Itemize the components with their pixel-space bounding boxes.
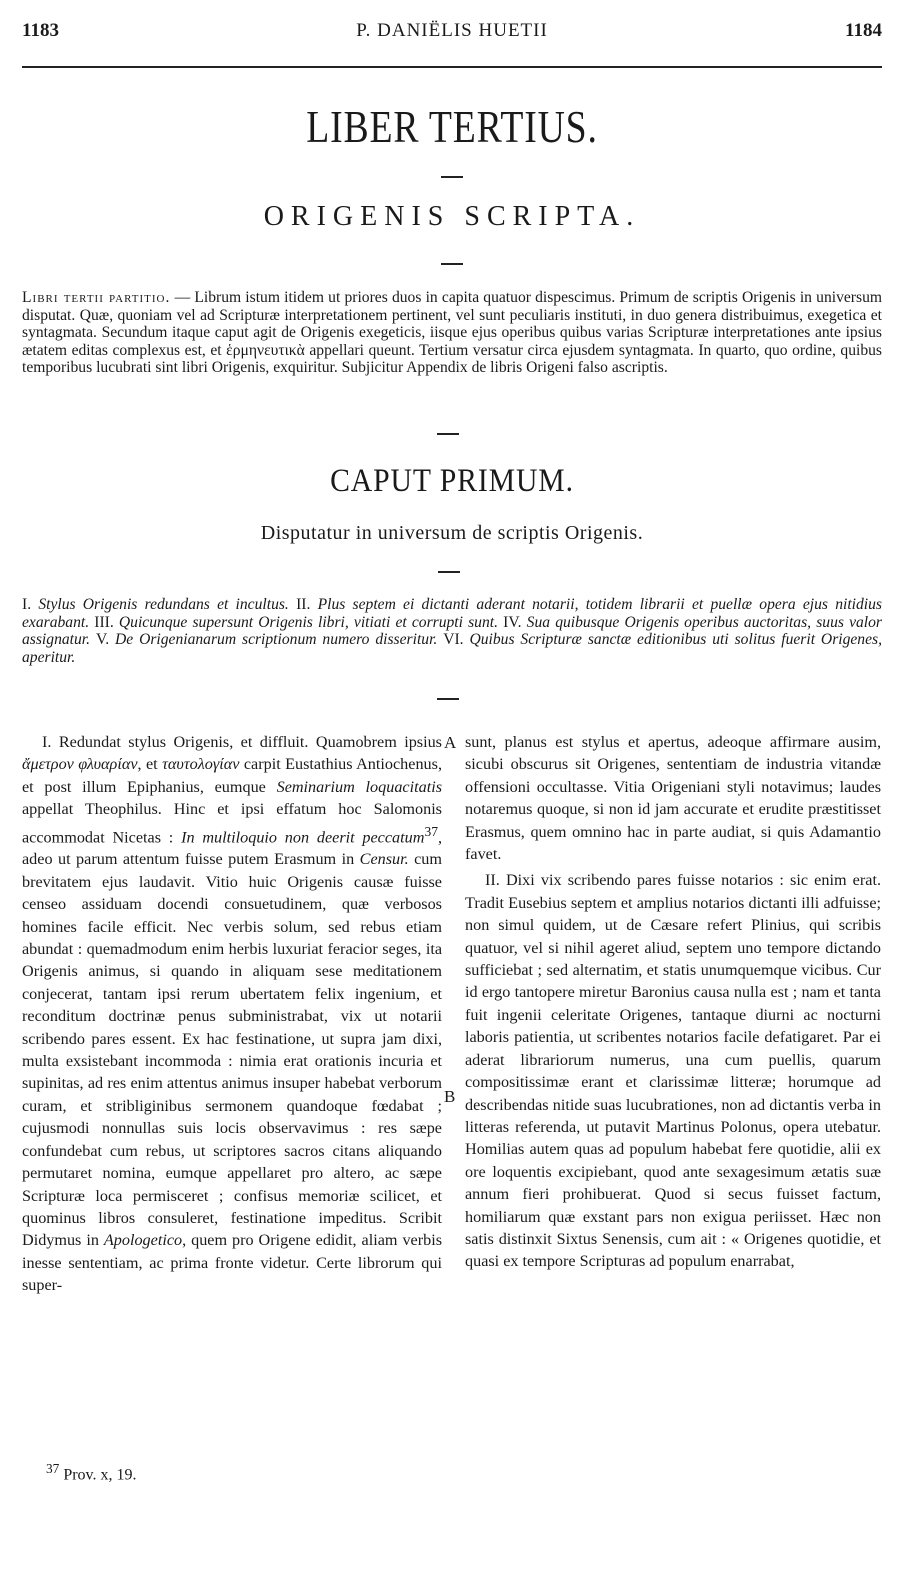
page-header — [22, 16, 882, 46]
book-title: LIBER TERTIUS. — [306, 101, 598, 152]
text-run: carpit Eustathius Antiochenus, et post illum Epiphanius, eumque — [22, 755, 442, 796]
greek-text: ἄμετρον φλυαρίαν — [22, 755, 138, 774]
summary-number: IV. — [503, 613, 522, 631]
text-run: , quem pro Origene edidit, aliam verbis inesse sententiam, ac prima fronte videtur. Certe librorum qui super- — [22, 1231, 442, 1295]
summary-number: III. — [94, 613, 114, 631]
italic-text: Seminarium loquacitatis — [276, 777, 442, 796]
book-partition-paragraph — [22, 289, 882, 377]
running-title: P. DANIËLIS HUETII — [356, 20, 548, 41]
text-run: , adeo ut parum attentum fuisse putem Erasmum in — [22, 828, 442, 869]
footnote-text: Prov. x, 19. — [59, 1466, 137, 1484]
summary-item: Quibus Scripturæ sanctæ editionibus uti solitus fuerit Origenes, aperitur. — [22, 631, 882, 666]
partition-lead: Libri tertii partitio. — [22, 289, 171, 306]
paragraph: sunt, planus est stylus et apertus, adeoque affirmare ausim, sicubi obscurus sit Origenes, sententiam de industria vitandæ offensioni occultasse. Vitia Origeniani styli notavimus; laudes notaremus quoque, si non id jam accurate et erudite præstitisset Erasmus, quem omnino hac in parte audiat, si quis Adamantio favet. — [465, 733, 881, 864]
italic-text: Censur. — [359, 850, 409, 869]
summary-item: Quicunque supersunt Origenis libri, vitiati et corrupti sunt. — [113, 613, 504, 631]
book-subtitle: ORIGENIS SCRIPTA. — [263, 201, 641, 232]
text-run: I. Redundat stylus Origenis, et diffluit. Quamobrem ipsius — [42, 733, 442, 751]
summary-item: Sua quibusque Origenis operibus auctoritas, suus valor assignatur. — [22, 613, 882, 649]
partition-text: — Librum istum itidem ut priores duos in capita quatuor dispescimus. Primum de scriptis Origenis in universum disputat. Quæ, quoniam vel ad Scripturæ interpretationem pertinent, vel sunt peculiaris instituti, in duo genera distribuimus, exegetica et syntagmata. Secundum itaque caput agit de Origenis exegeticis, iisque ejus operibus quibus varias Scripturæ interpretationes ante ipsius ætatem editas complexus est, et ἑρμηνευτικὰ appellari queunt. Tertium versatur circa ejusdem syntagmata. In quarto, quo ordine, quibus temporibus lucubrati sint libri Origenis, exquiritur. Subjicitur Appendix de libris Origeni falso ascriptis. — [22, 289, 882, 377]
separator-dash — [437, 698, 459, 700]
page-number-right: 1184 — [845, 20, 882, 41]
summary-number: VI. — [443, 631, 464, 649]
chapter-subtitle: Disputatur in universum de scriptis Origenis. — [260, 522, 644, 544]
chapter-title: CAPUT PRIMUM. — [330, 463, 574, 499]
footnote — [46, 1461, 137, 1484]
greek-text: ταυτολογίαν — [162, 755, 240, 774]
separator-dash — [441, 176, 463, 178]
summary-item: De Origenianarum scriptionum numero disseritur. — [109, 631, 444, 649]
footnote-number: 37 — [46, 1461, 60, 1476]
separator-dash — [437, 433, 459, 435]
footnote-ref[interactable]: 37 — [424, 823, 438, 839]
text-run: , et — [137, 755, 163, 774]
summary-item: Stylus Origenis redundans et incultus. — [31, 596, 297, 613]
italic-text: In multiloquio non deerit peccatum — [181, 828, 425, 847]
summary-number: I. — [22, 596, 32, 613]
summary-number: V. — [95, 631, 110, 649]
summary-item: Plus septem ei dictanti aderant notarii, totidem librarii et puellæ opera ejus nitidius exarabant. — [22, 596, 883, 631]
paragraph — [22, 731, 442, 1297]
separator-dash — [441, 263, 463, 265]
left-column — [22, 731, 442, 1297]
right-column — [465, 731, 881, 1273]
text-run: appellat Theophilus. Hinc et ipsi effatum hoc Salomonis accommodat Nicetas : — [22, 800, 442, 847]
page-number-left: 1183 — [22, 20, 59, 41]
text-run: cum brevitatem ejus laudavit. Vitio huic Origenis causæ fuisse censeo assiduam docendi consuetudinem, quæ verbosos homines facile efficit. Nec verbis solum, sed rebus etiam abundat : quemadmodum enim herbis luxuriat feracior seges, ita Origenis animus, si quando in aliquam sese meditationem conjecerat, tantam ipsi rerum ubertatem felix ingenium, et reconditum doctrinæ penus subministrabat, vix ut notarii scribendo pares essent. Ex hac festinatione, ut supra jam dixi, multa exsistebant incommoda : nimia erat orationis incuria et supinitas, ad res enim attentus animus insuper habebat verborum curam, et stribliginibus sermonem quandoque fœdabat ; cujusmodi nonnullas suis locis observavimus : res sæpe confundebat cum rebus, ut scriptores sacros citans aliquando permutaret nomina, eumque appellaret pro altero, ac sæpe Scripturæ loca permisceret ; confisus memoriæ scilicet, et quominus libros consuleret, festinatione impeditus. Scribit Didymus in — [22, 850, 442, 1250]
paragraph: II. Dixi vix scribendo pares fuisse notarios : sic enim erat. Tradit Eusebius septem et amplius notarios dictanti illi adfuisse; non simul quidem, ut de Cæsare refert Plinius, qui scribis quatuor, vel si nihil ageret aliud, septem uno tempore dictando sufficiebat ; sed alternatim, et statis unumquemque vicibus. Cur id ergo tantopere miretur Baronius causa nulla est ; nam et tanta fuit ingenii celeritate Origenes, tantaque diurni ac nocturni laboris patientia, ut scribentes notarios facile defatigaret. Par ei aderat librariorum numerus, una cum puellis, quarum compositissimæ erant et clarissimæ litteræ; horumque ad describendas nitide suas lucubrationes, non ad dictantis verba in litteras referenda, ut putavit Martinus Polonus, opera utebatur. Homilias autem quas ad populum habebat fere quotidie, alii ex ore loquentis excipiebant, quod ante sexagesimum ætatis suæ annum fieri prohibuerat. Quod si secus fuisset factum, homiliarum quæ exstant pars non exigua periisset. Hæc non satis distinxit Sixtus Senensis, cum ait : « Origenes quotidie, et quasi ex tempore Scripturas ad populum enarrabat, — [465, 871, 881, 1271]
header-rule — [22, 66, 882, 68]
summary-number: II. — [296, 596, 311, 613]
chapter-summary — [22, 596, 882, 666]
italic-text: Apologetico — [103, 1231, 183, 1250]
margin-letter-a: A — [444, 733, 457, 752]
margin-letter-b: B — [444, 1087, 456, 1106]
separator-dash — [438, 571, 460, 573]
